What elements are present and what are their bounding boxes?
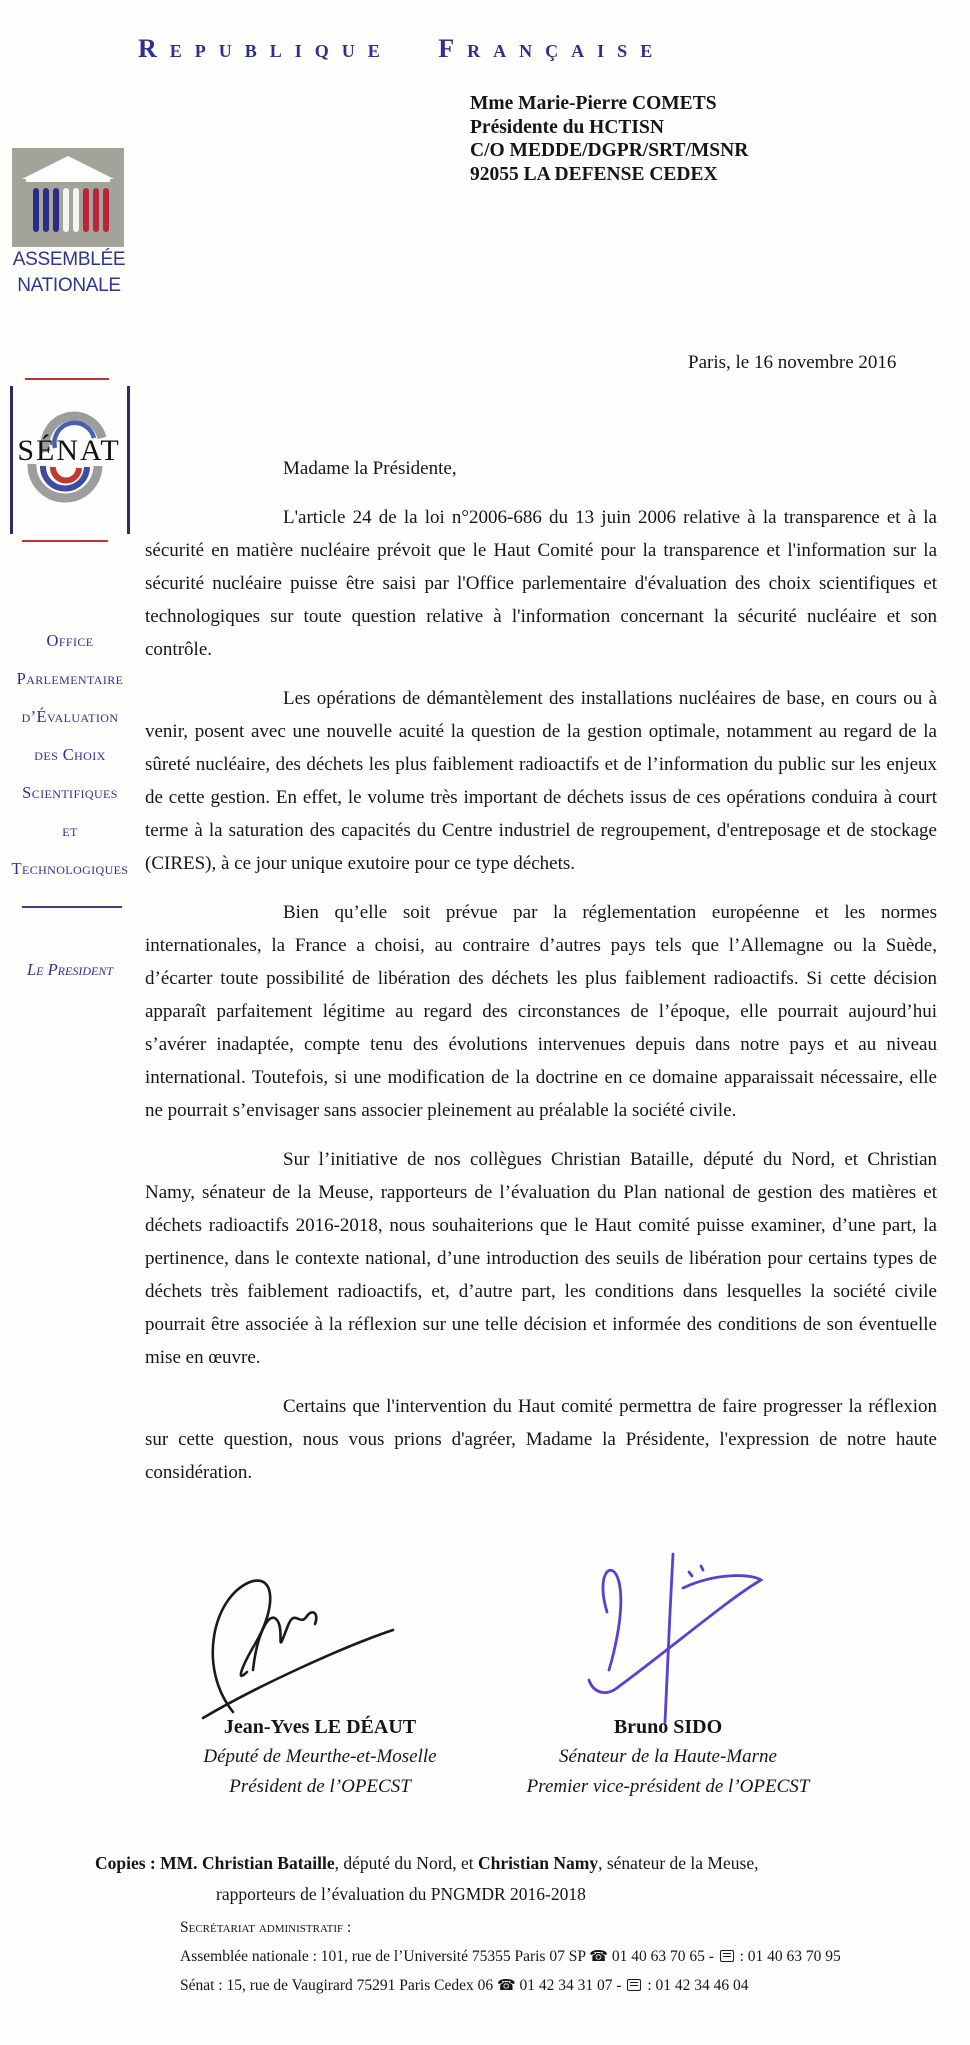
senat-phone: 01 42 34 31 07 (519, 1977, 613, 1994)
copies-line2: rapporteurs de l’évaluation du PNGMDR 2016-2018 (216, 1884, 586, 1904)
sidebar-divider (22, 906, 122, 908)
letter-body (145, 452, 937, 1505)
colon-separator: : (739, 1948, 748, 1965)
recipient-city: 92055 LA DEFENSE CEDEX (470, 163, 718, 185)
office-line: des Choix (34, 745, 106, 764)
recipient-org: C/O MEDDE/DGPR/SRT/MSNR (470, 140, 749, 161)
assemblee-contact-line (180, 1942, 841, 1971)
phone-icon: ☎ (589, 1947, 608, 1965)
secretariat-block (180, 1914, 841, 2000)
signature-left-ink (195, 1572, 400, 1722)
dateline: Paris, le 16 novembre 2016 (688, 352, 897, 373)
senat-top-red-rule (25, 378, 109, 380)
office-line: Technologiques (11, 859, 129, 878)
copies-name-2: Christian Namy (478, 1853, 599, 1873)
signer-title1-right: Sénateur de la Haute-Marne (559, 1746, 777, 1767)
fax-icon (627, 1979, 641, 1991)
senat-contact-line (180, 1971, 841, 2000)
dash-separator: - (616, 1977, 626, 1994)
senat-label: SÉNAT (17, 434, 121, 467)
le-president-label: Le President (26, 960, 114, 979)
assemblee-label-line1: ASSEMBLÉE (12, 249, 126, 270)
copies-prefix: Copies : MM. (95, 1853, 202, 1873)
copies-mid-1: , député du Nord, et (334, 1853, 479, 1873)
office-line: Office (46, 631, 94, 650)
assemblee-nationale-logo-icon (12, 148, 124, 247)
republique-francaise-title: Republique Française (138, 34, 666, 63)
assemblee-phone: 01 40 63 70 65 (611, 1948, 705, 1965)
recipient-role: Présidente du HCTISN (470, 116, 664, 138)
copies-block (95, 1848, 758, 1910)
signer-title2-right: Premier vice-président de l’OPECST (526, 1776, 810, 1797)
copies-line1 (95, 1848, 758, 1879)
paragraph-3: Bien qu’elle soit prévue par la réglementation européenne et les normes internationales, la France a choisi, au contraire d’autres pays tels que l’Allemagne ou la Suède, d’écarter toute possibilité de libération des déchets les plus faiblement radioactifs. Si cette décision apparaît parfaitement légitime au regard des circonstances de l’époque, elle pourrait aujourd’hui s’avérer inadaptée, compte tenu des évolutions intervenues depuis dans notre pays et au niveau international. Toutefois, si une modification de la doctrine en ce domaine apparaissait nécessaire, elle ne pourrait s’envisager sans associer pleinement au préalable la société civile. (145, 902, 937, 1121)
fax-icon (720, 1950, 734, 1962)
dash-separator: - (708, 1948, 718, 1965)
colon-separator: : (647, 1977, 656, 1994)
signer-title1-left: Député de Meurthe-et-Moselle (203, 1746, 437, 1767)
office-line: et (62, 821, 78, 840)
paragraph-5: Certains que l'intervention du Haut comité permettra de faire progresser la réflexion sur cette question, nous vous prions d'agréer, Madame la Présidente, l'expression de notre haute considération. (145, 1396, 937, 1483)
signature-block-right (518, 1712, 818, 1802)
assemblee-address: Assemblée nationale : 101, rue de l’Université 75355 Paris 07 SP (180, 1948, 590, 1965)
secretariat-title: Secrétariat administratif : (180, 1919, 352, 1936)
copies-name-1: Christian Bataille (201, 1853, 335, 1873)
paragraph-1: L'article 24 de la loi n°2006-686 du 13 juin 2006 relative à la transparence et à la sécurité en matière nucléaire prévoit que le Haut Comité pour la transparence et l'information sur la sécurité nucléaire puisse être saisi par l'Office parlementaire d'évaluation des choix scientifiques et technologiques sur toute question relative à l'information concernant la sécurité nucléaire et son contrôle. (145, 507, 937, 660)
office-line: d’Évaluation (21, 707, 119, 726)
paragraph-2: Les opérations de démantèlement des installations nucléaires de base, en cours ou à venir, posent avec une nouvelle acuité la question de la gestion optimale, notamment au regard de la sûreté nucléaire, des déchets les plus faiblement radioactifs et de l’information du public sur les enjeux de cette gestion. En effet, le volume très important de déchets issus de ces opérations conduira à court terme à la saturation des capacités du Centre industriel de regroupement, d'entreposage et de stockage (CIRES), à ce jour unique exutoire pour ce type déchets. (145, 688, 937, 874)
opecst-office-block (0, 622, 140, 888)
paragraph-4: Sur l’initiative de nos collègues Christian Bataille, député du Nord, et Christian Namy, sénateur de la Meuse, rapporteurs de l’évaluation du Plan national de gestion des matières et déchets radioactifs 2016-2018, nous souhaiterions que le Haut comité puisse examiner, d’une part, la pertinence, dans le contexte national, d’une introduction des seuils de libération pour certains types de déchets très faiblement radioactifs, et, d’autre part, les conditions dans lesquelles la société civile pourrait être associée à la réflexion sur une telle décision et informée des conditions de son éventuelle mise en œuvre. (145, 1149, 937, 1368)
senat-logo-icon (8, 386, 132, 534)
senat-bottom-red-rule (22, 540, 108, 542)
recipient-name: Mme Marie-Pierre COMETS (470, 93, 717, 114)
signer-title2-left: Président de l’OPECST (229, 1776, 411, 1797)
assemblee-fax: 01 40 63 70 95 (747, 1948, 841, 1965)
signature-right-ink (555, 1550, 785, 1725)
signature-block-left (170, 1712, 470, 1802)
copies-mid-2: , sénateur de la Meuse, (598, 1853, 759, 1873)
senat-address: Sénat : 15, rue de Vaugirard 75291 Paris Cedex 06 (180, 1977, 497, 1994)
office-line: Scientifiques (22, 783, 118, 802)
senat-fax: 01 42 34 46 04 (655, 1977, 749, 1994)
office-line: Parlementaire (16, 669, 124, 688)
phone-icon: ☎ (496, 1976, 516, 1994)
recipient-address-block (470, 92, 748, 186)
salutation: Madame la Présidente, (283, 458, 457, 479)
assemblee-label-line2: NATIONALE (17, 275, 121, 296)
signer-name-left: Jean-Yves LE DÉAUT (223, 1716, 417, 1738)
signer-name-right: Bruno SIDO (613, 1716, 723, 1738)
